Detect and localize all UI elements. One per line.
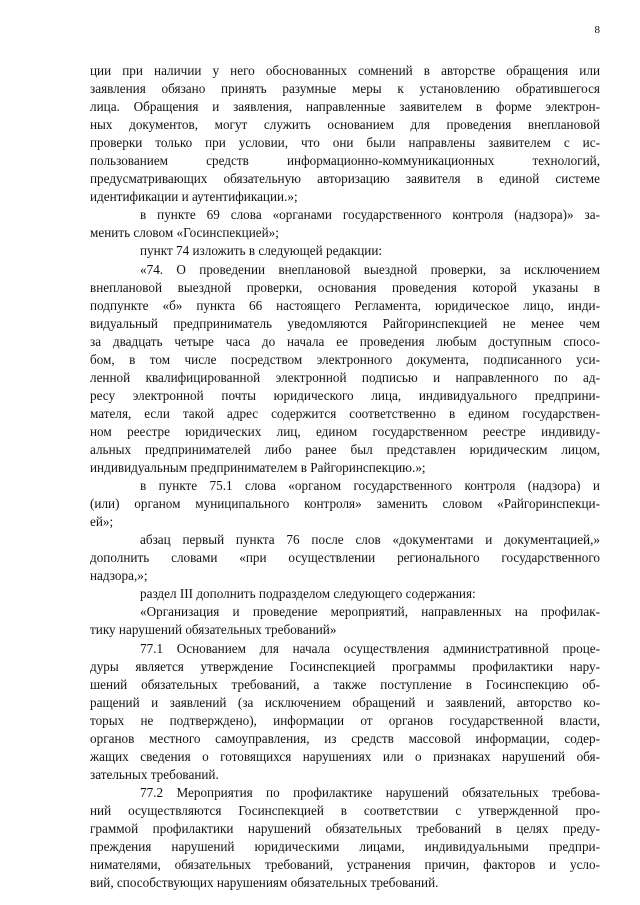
text-line: вий, способствующих нарушениям обязательных требований. [90,875,439,891]
text-line: раздел III дополнить подразделом следующего содержания: [140,586,476,602]
page-number: 8 [594,24,600,36]
text-line: шений обязательных требований, а также поступление в Госинспекцию об- [90,676,600,692]
text-line: индивидуальным предпринимателем в Райгоринспекцию.»; [90,460,426,476]
text-line: лица. Обращения и заявления, направленные заявителем в форме электрон- [90,99,600,115]
text-line: пункт 74 изложить в следующей редакции: [140,243,383,259]
text-line: в пункте 75.1 слова «органом государственного контроля (надзора) и [140,478,600,494]
text-line: ции при наличии у него обоснованных сомнений в авторстве обращения или [90,63,600,78]
text-line: «Организация и проведение мероприятий, направленных на профилак- [140,604,600,620]
text-line: жащих сведения о готовящихся нарушениях или о признаках нарушений обя- [90,748,600,764]
text-line: торых не подтверждено), информации от органов государственной власти, [90,712,600,728]
text-line: менить словом «Госинспекцией»; [90,225,279,241]
text-line: ний осуществляются Госинспекцией в соответствии с утвержденной про- [90,802,600,818]
text-line: ленной квалифицированной электронной подписью и направленного по ад- [90,369,600,385]
text-line: надзора,»; [90,568,148,584]
document-body [90,62,600,892]
text-line: преждения нарушений юридическими лицами, индивидуальными предпри- [90,839,600,855]
text-line: тику нарушений обязательных требований» [90,622,337,638]
text-line: (или) органом муниципального контроля» заменить словом «Райгоринспекци- [90,496,600,512]
text-line: ных документов, могут служить основанием для проведения внеплановой [90,117,600,133]
text-line: дуры является утверждение Госинспекцией программы профилактики нару- [90,658,600,674]
text-line: 77.1 Основанием для начала осуществления административной проце- [140,640,600,656]
text-line: ресу электронной почты юридического лица, индивидуального предприни- [90,387,600,403]
text-line: дополнить словами «при осуществлении регионального государственного [90,550,600,566]
text-line: за двадцать четыре часа до начала ее проведения любым доступным спосо- [90,333,600,349]
text-line: мателя, если такой адрес содержится соответственно в едином государствен- [90,405,600,421]
text-line: ей»; [90,514,114,530]
text-line: альных предпринимателей либо ранее был представлен юридическим лицом, [90,441,600,457]
text-line: ном реестре юридических лиц, едином государственном реестре индивиду- [90,423,600,439]
text-line: ращений и заявлений (за исключением обращений и заявлений, авторство ко- [90,694,600,710]
text-line: пользованием средств информационно-коммуникационных технологий, [90,153,600,169]
text-line: предусматривающих обязательную авторизацию заявителя в единой системе [90,171,600,187]
text-line: подпункте «б» пункта 66 настоящего Регламента, юридическое лицо, инди- [90,297,600,313]
text-line: внеплановой выездной проверки, основания проведения которой указаны в [90,279,600,295]
text-line: граммой профилактики нарушений обязательных требований в целях преду- [90,820,600,836]
text-line: 77.2 Мероприятия по профилактике нарушений обязательных требова- [140,784,600,800]
text-line: видуальный предприниматель уведомляются Райгоринспекцией не менее чем [90,315,600,331]
text-line: «74. О проведении внеплановой выездной проверки, за исключением [140,261,600,277]
text-line: нимателями, обязательных требований, устранения причин, факторов и усло- [90,857,600,873]
text-line: абзац первый пункта 76 после слов «документами и документацией,» [140,532,600,548]
text-line: зательных требований. [90,766,219,782]
text-line: бом, в том числе посредством электронного документа, подписанного уси- [90,351,600,367]
text-line: заявления обязано принять разумные меры к установлению обратившегося [90,81,600,97]
text-line: проверки только при условии, что они были направлены заявителем с ис- [90,135,600,151]
text-line: в пункте 69 слова «органами государственного контроля (надзора)» за- [140,207,600,223]
text-line: органов местного самоуправления, из средств массовой информации, содер- [90,730,600,746]
text-line: идентификации и аутентификации.»; [90,189,298,205]
